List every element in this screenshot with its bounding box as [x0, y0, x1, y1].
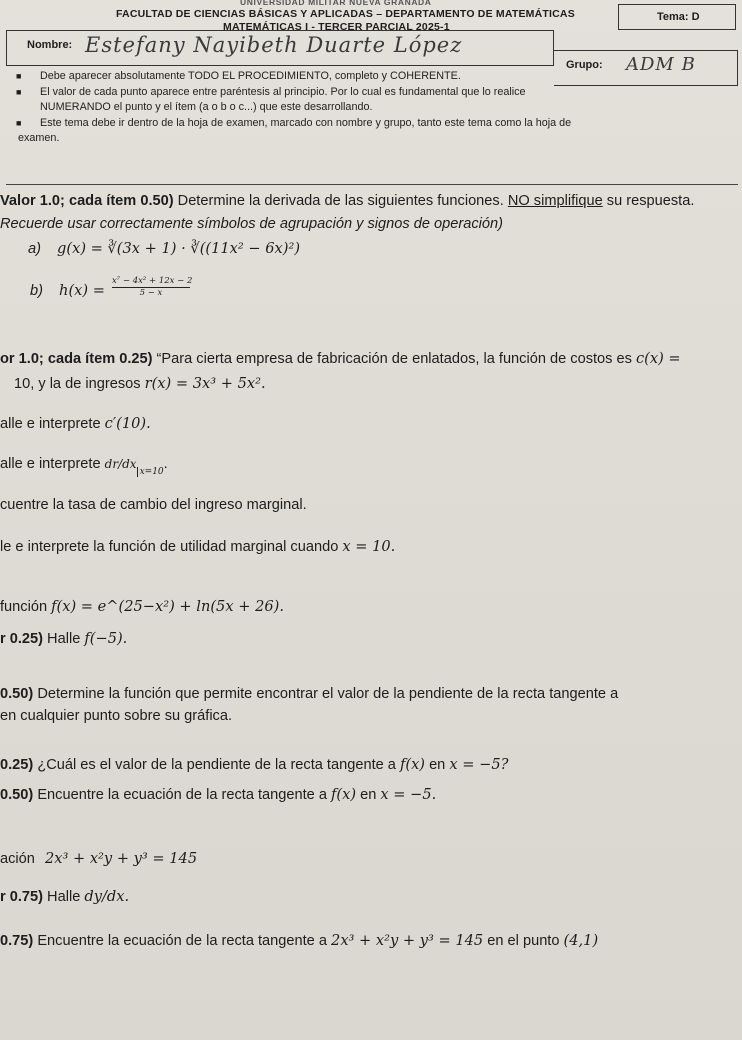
q1-underlined: NO simplifique [507, 193, 603, 209]
q2-b-derivative: dr/dx [104, 457, 137, 471]
name-handwritten: Estefany Nayibeth Duarte López [85, 33, 463, 57]
bullet-icon: ■ [16, 71, 22, 81]
bullet-icon: ■ [16, 118, 22, 128]
name-box [6, 30, 554, 66]
q1-tail: su respuesta. [602, 193, 695, 209]
q3-item-b-cont: en cualquier punto sobre su gráfica. [0, 708, 233, 724]
q2-item-d [0, 538, 395, 555]
q2-line2 [14, 375, 266, 392]
q4-item-b [0, 932, 598, 949]
instruction-5: examen. [18, 132, 60, 144]
q3-c-text: ¿Cuál es el valor de la pendiente de la recta tangente a [33, 757, 400, 773]
q3-c-en: en [425, 757, 450, 773]
q3-d-fx: f(x) [331, 786, 357, 803]
q3-formula: f(x) = e^(25−x²) + ln(5x + 26). [51, 598, 284, 615]
q4-b-formula: 2x³ + x²y + y³ = 145 [331, 932, 484, 949]
q4-equation [0, 850, 197, 867]
q3-item-d [0, 786, 436, 803]
instruction-1: Debe aparecer absolutamente TODO EL PROCEDIMIENTO, completo y COHERENTE. [40, 70, 461, 82]
q1-text: Determine la derivada de las siguientes funciones. [173, 193, 508, 209]
q3-d-text: Encuentre la ecuación de la recta tangente a [33, 787, 332, 803]
q2-a-formula: c′(10). [104, 415, 151, 432]
q4-item-a [0, 888, 129, 905]
group-label: Grupo: [566, 59, 603, 71]
q3-c-points: 0.25) [0, 757, 34, 773]
faculty-title: FACULTAD DE CIENCIAS BÁSICAS Y APLICADAS – DEPARTAMENTO DE MATEMÁTICAS [116, 8, 575, 20]
q2-cost-fn: c(x) = [636, 350, 681, 367]
q4-formula: 2x³ + x²y + y³ = 145 [44, 850, 198, 867]
q3-item-c [0, 756, 508, 773]
q1-b-denominator: 5 − x [139, 288, 163, 298]
q2-d-formula: x = 10. [342, 538, 396, 555]
item-a-label: a) [28, 241, 41, 257]
q1-b-lhs: h(x) = [59, 282, 105, 299]
item-b-label: b) [30, 283, 43, 299]
q4-pre: ación [0, 851, 39, 867]
q4-a-text: Halle [43, 889, 85, 905]
divider [6, 184, 738, 185]
q4-b-point: (4,1) [563, 932, 599, 949]
q4-b-text: Encuentre la ecuación de la recta tangente a [33, 933, 332, 949]
q2-b-text: alle e interprete [0, 456, 105, 472]
q4-b-mid: en el punto [483, 933, 564, 949]
q2-b-eval: x=10 [137, 467, 164, 477]
q1-b-numerator: x⁷ − 4x² + 12x − 2 [112, 276, 193, 286]
q2-item-b: alle e interprete $dr/dx_{x=10}$. [0, 456, 168, 477]
q2-revenue-fn: r(x) = 3x³ + 5x². [144, 375, 266, 392]
q1-item-b [30, 282, 105, 299]
instruction-4: Este tema debe ir dentro de la hoja de examen, marcado con nombre y grupo, tanto este tema como la hoja de [40, 117, 572, 129]
q2-item-c: cuentre la tasa de cambio del ingreso marginal. [0, 497, 307, 513]
q3-b-text: Determine la función que permite encontrar el valor de la pendiente de la recta tangente a [33, 686, 619, 702]
q3-a-formula: f(−5). [84, 630, 128, 647]
q1-item-a [28, 240, 300, 257]
course-title: MATEMÁTICAS I - TERCER PARCIAL 2025-1 [223, 21, 450, 33]
q1-points: Valor 1.0; cada ítem 0.50) [0, 193, 174, 209]
q2-item-a [0, 415, 151, 432]
q3-a-points: r 0.25) [0, 631, 43, 647]
q3-d-en: en [356, 787, 381, 803]
q2-line2-text: 10, y la de ingresos [14, 376, 145, 392]
instruction-2: El valor de cada punto aparece entre paréntesis al principio. Por lo cual es fundamental que lo realice [40, 86, 526, 98]
q2-d-text: le e interprete la función de utilidad marginal cuando [0, 539, 343, 555]
university-name: UNIVERSIDAD MILITAR NUEVA GRANADA [240, 0, 432, 7]
name-label: Nombre: [27, 39, 73, 51]
tema-box [618, 4, 736, 30]
q2-a-text: alle e interprete [0, 416, 105, 432]
q2-statement [0, 350, 681, 367]
bullet-icon: ■ [16, 87, 22, 97]
q3-d-points: 0.50) [0, 787, 34, 803]
q3-b-points: 0.50) [0, 686, 34, 702]
q3-pre: función [0, 599, 52, 615]
q3-function [0, 598, 284, 615]
q4-a-points: r 0.75) [0, 889, 43, 905]
q1-note: Recuerde usar correctamente símbolos de agrupación y signos de operación) [0, 216, 503, 232]
q3-c-x: x = −5? [449, 756, 509, 773]
q3-item-a [0, 630, 127, 647]
q4-a-formula: dy/dx. [84, 888, 130, 905]
q3-d-x: x = −5. [380, 786, 437, 803]
q3-item-b [0, 686, 618, 702]
instruction-3: NUMERANDO el punto y el ítem (a o b o c...) que este desarrollando. [40, 101, 373, 113]
q1-b-fraction [112, 276, 193, 298]
q3-c-fx: f(x) [399, 756, 426, 773]
q3-a-text: Halle [43, 631, 85, 647]
q4-b-points: 0.75) [0, 933, 34, 949]
tema-label: Tema: D [657, 11, 700, 23]
q1-a-formula: g(x) = ∛(3x + 1) · ∛((11x² − 6x)²) [57, 240, 301, 257]
group-box [554, 50, 738, 86]
q2-points: or 1.0; cada ítem 0.25) [0, 351, 153, 367]
group-handwritten: ADM B [626, 54, 696, 75]
q2-text: “Para cierta empresa de fabricación de enlatados, la función de costos es [152, 351, 636, 367]
q1-statement [0, 193, 694, 209]
